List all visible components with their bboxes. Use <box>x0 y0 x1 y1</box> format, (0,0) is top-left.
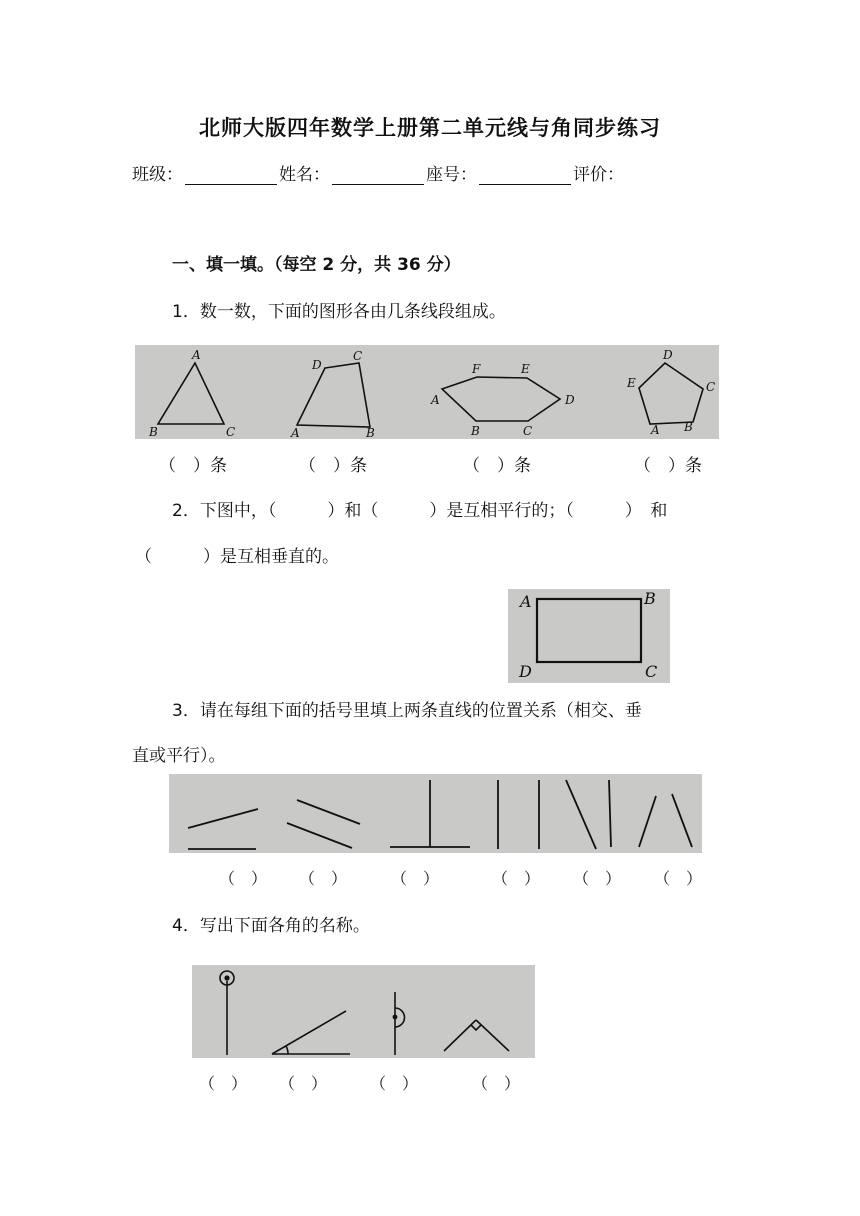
angle1-vertex-dot <box>224 975 229 980</box>
shape1-label-b: B <box>149 425 158 439</box>
q3-answer-3[interactable]: （ ） <box>391 869 440 888</box>
shape4-label-b: B <box>684 420 693 434</box>
rect-label-a: A <box>520 592 532 611</box>
shape1-label-a: A <box>192 348 201 362</box>
pair5-line2 <box>609 780 611 847</box>
shape3-label-d: D <box>565 393 575 407</box>
angle4-ray2 <box>476 1020 509 1051</box>
shape2-label-c: C <box>353 349 363 363</box>
shape3-label-b: B <box>471 424 480 438</box>
q3-lines-photo <box>169 774 702 853</box>
q4-answer-2[interactable]: （ ） <box>279 1074 328 1093</box>
q4-answer-4[interactable]: （ ） <box>472 1074 521 1093</box>
shape2-label-d: D <box>312 358 322 372</box>
shape4-label-a: A <box>651 423 660 437</box>
pair2-line2 <box>287 823 352 848</box>
name-label: 姓名： <box>279 165 330 185</box>
seat-label: 座号： <box>426 165 477 185</box>
rect-label-d: D <box>519 662 532 681</box>
pair2-line1 <box>297 800 360 824</box>
rect-label-c: C <box>645 662 658 681</box>
name-blank[interactable] <box>332 166 424 185</box>
question-3-line2: 直或平行）。 <box>132 746 226 766</box>
pair1-line1 <box>188 809 258 828</box>
shape3-label-f: F <box>472 362 481 376</box>
q1-answer-4[interactable]: （ ）条 <box>634 456 702 476</box>
q3-answer-5[interactable]: （ ） <box>573 869 622 888</box>
shape1-label-c: C <box>226 425 236 439</box>
q1-shapes-photo <box>135 345 719 439</box>
q2-rectangle-photo <box>508 589 670 683</box>
shape2-label-a: A <box>291 426 300 439</box>
quadrilateral-shape <box>297 363 370 427</box>
q1-answer-1[interactable]: （ ）条 <box>159 456 227 476</box>
rectangle-abcd <box>537 599 641 662</box>
triangle-shape <box>158 363 224 424</box>
shape4-label-c: C <box>706 380 716 394</box>
rect-label-b: B <box>644 589 656 608</box>
question-3-line1: 3．请在每组下面的括号里填上两条直线的位置关系（相交、垂 <box>172 701 642 721</box>
angle2-arc <box>286 1046 288 1054</box>
shape3-label-a: A <box>431 393 440 407</box>
pentagon-shape <box>639 363 703 424</box>
q2-rectangle-figure <box>508 589 670 683</box>
question-4-text: 4．写出下面各角的名称。 <box>172 916 370 936</box>
hexagon-shape <box>442 377 560 421</box>
angle4-ray1 <box>444 1020 476 1051</box>
question-1-text: 1．数一数，下面的图形各由几条线段组成。 <box>172 302 506 322</box>
question-2-line2: （ ）是互相垂直的。 <box>135 547 339 567</box>
shape3-label-c: C <box>523 424 533 438</box>
angle4-right-marker <box>471 1025 481 1030</box>
q3-answer-6[interactable]: （ ） <box>654 869 703 888</box>
page-title: 北师大版四年数学上册第二单元线与角同步练习 <box>199 116 661 140</box>
section-heading: 一、填一填。（每空 2 分，共 36 分） <box>172 255 461 275</box>
shape2-label-b: B <box>366 426 375 439</box>
shape4-label-d: D <box>663 348 673 362</box>
q4-answer-3[interactable]: （ ） <box>370 1074 419 1093</box>
shape3-label-e: E <box>521 362 530 376</box>
q3-answer-4[interactable]: （ ） <box>492 869 541 888</box>
angle2-ray2 <box>272 1011 346 1054</box>
angle3-vertex-dot <box>393 1015 398 1020</box>
q4-answer-1[interactable]: （ ） <box>199 1074 248 1093</box>
q3-lines-figure <box>169 774 702 853</box>
q4-angles-figure <box>192 965 535 1058</box>
seat-blank[interactable] <box>479 166 571 185</box>
q1-shapes-figure <box>135 345 719 439</box>
q3-answer-2[interactable]: （ ） <box>299 869 348 888</box>
q1-answer-3[interactable]: （ ）条 <box>463 456 531 476</box>
shape4-label-e: E <box>627 376 636 390</box>
pair6-line1 <box>639 796 656 847</box>
q4-angles-photo <box>192 965 535 1058</box>
class-label: 班级： <box>132 165 183 185</box>
pair6-line2 <box>672 794 692 847</box>
question-2-line1: 2．下图中，（ ）和（ ）是互相平行的；（ ） 和 <box>172 501 668 521</box>
pair5-line1 <box>566 780 596 849</box>
student-info-row <box>132 160 624 185</box>
q3-answer-1[interactable]: （ ） <box>219 869 268 888</box>
eval-label: 评价： <box>573 165 624 185</box>
q1-answer-2[interactable]: （ ）条 <box>299 456 367 476</box>
class-blank[interactable] <box>185 166 277 185</box>
